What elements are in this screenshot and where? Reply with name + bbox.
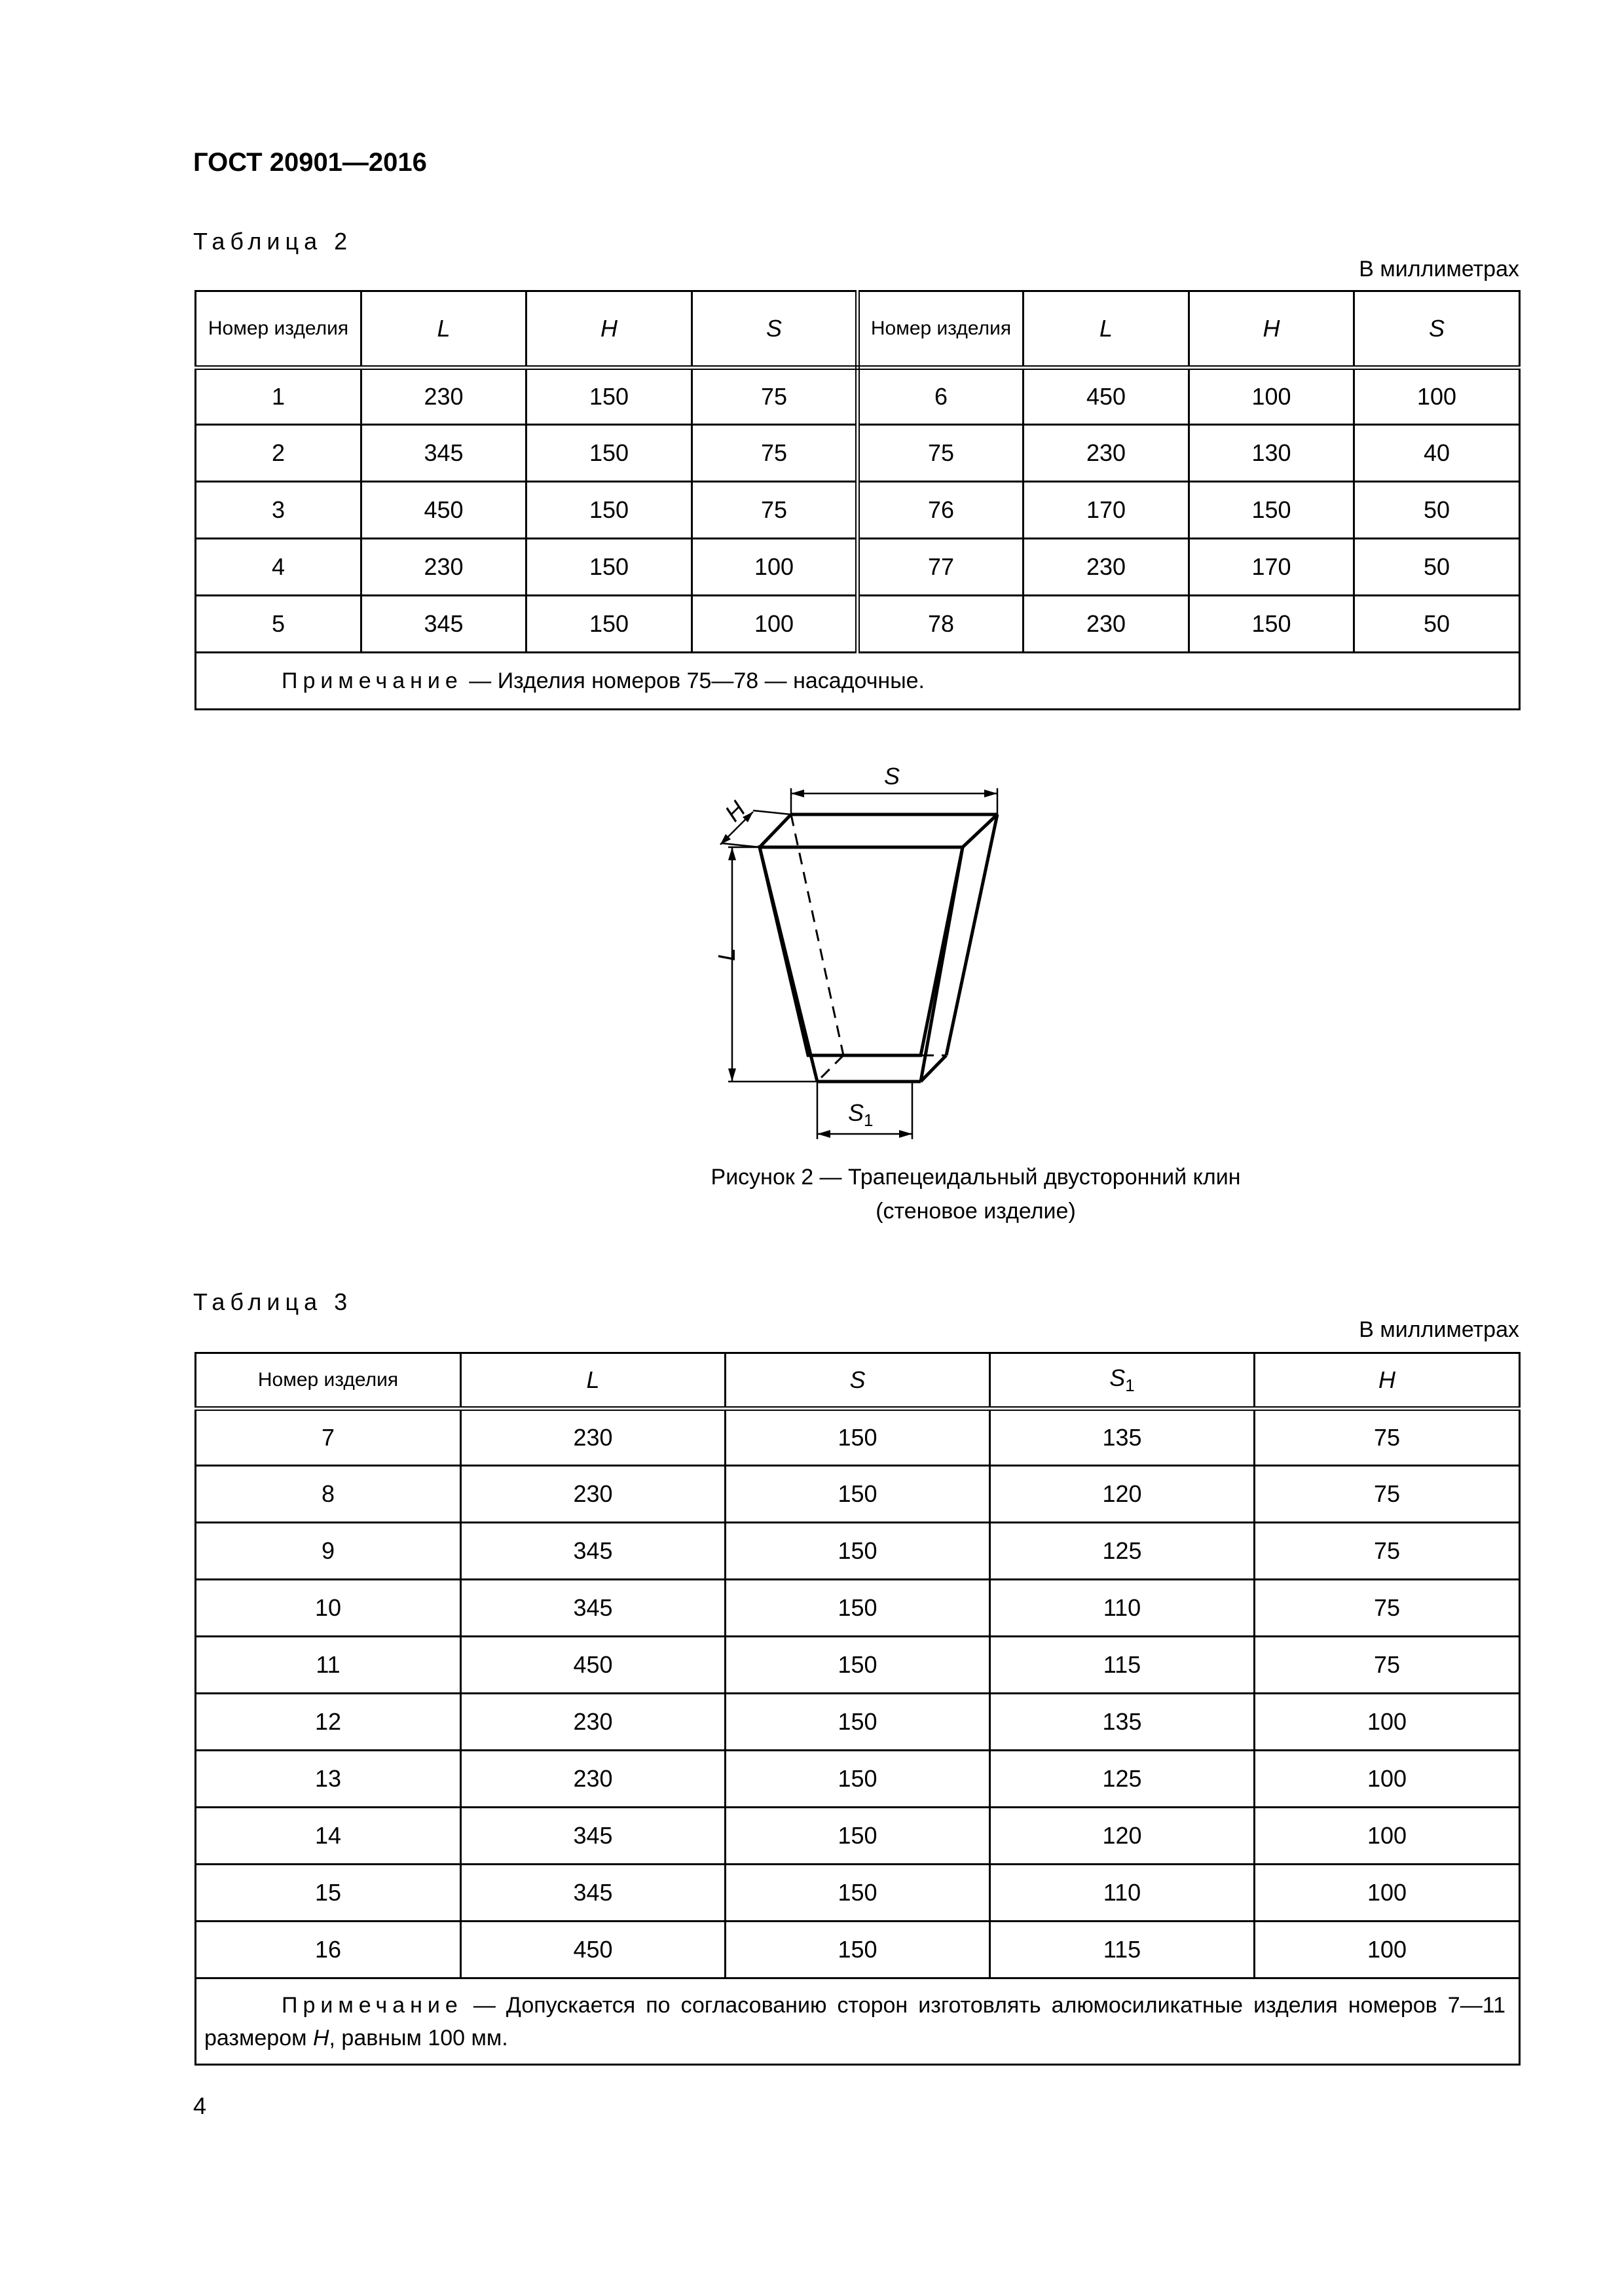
wedge-bottom-front [808, 1055, 921, 1082]
table3-header-S: S [726, 1353, 990, 1409]
table-cell: 150 [526, 539, 692, 596]
table2-note-row [196, 653, 1520, 710]
table3-caption: Таблица 3 [193, 1288, 353, 1315]
table-cell: 150 [726, 1466, 990, 1523]
table3-note-part2: , равным 100 мм. [329, 2025, 508, 2050]
page-number: 4 [193, 2092, 207, 2119]
table-cell: 75 [858, 425, 1024, 482]
table-cell: 150 [726, 1694, 990, 1751]
table-row [196, 1466, 1520, 1523]
table-cell: 12 [196, 1694, 461, 1751]
table-cell: 450 [1024, 368, 1189, 425]
table-cell: 450 [361, 482, 526, 539]
table-cell: 115 [990, 1922, 1255, 1978]
table-cell: 50 [1354, 482, 1520, 539]
table-cell: 100 [692, 596, 858, 653]
table-cell: 100 [1255, 1751, 1520, 1808]
wedge-right-back-edge [946, 814, 997, 1055]
table-cell: 13 [196, 1751, 461, 1808]
table-cell: 450 [461, 1637, 726, 1694]
table-cell: 150 [1189, 596, 1354, 653]
table-cell: 110 [990, 1865, 1255, 1922]
table-row [196, 1580, 1520, 1637]
table3-note [196, 1978, 1520, 2065]
table-row [196, 1409, 1520, 1466]
table2-header-H-2: H [1189, 291, 1354, 368]
table-cell: 150 [726, 1637, 990, 1694]
table-cell: 120 [990, 1808, 1255, 1865]
table3-header-S1-main: S [1109, 1364, 1126, 1391]
table-cell: 100 [1255, 1694, 1520, 1751]
table-row [196, 1922, 1520, 1978]
table-cell: 150 [526, 482, 692, 539]
table-row [196, 482, 1520, 539]
table3 [194, 1352, 1521, 2066]
table-cell: 345 [361, 596, 526, 653]
table-cell: 75 [692, 368, 858, 425]
table-cell: 345 [461, 1523, 726, 1580]
table3-header-S1-sub: 1 [1125, 1376, 1135, 1396]
table3-note-italic: H [312, 2025, 329, 2050]
table-cell: 345 [361, 425, 526, 482]
table2-header-S-2: S [1354, 291, 1520, 368]
table-row [196, 1751, 1520, 1808]
label-s1: $S_1$ [848, 1099, 874, 1130]
table-cell: 2 [196, 425, 361, 482]
table-cell: 75 [692, 425, 858, 482]
table-cell: 75 [1255, 1580, 1520, 1637]
table-cell: 230 [461, 1694, 726, 1751]
table-cell: 150 [526, 368, 692, 425]
table3-header-row [196, 1353, 1520, 1409]
table-cell: 230 [461, 1751, 726, 1808]
table-cell: 100 [1255, 1808, 1520, 1865]
table-cell: 75 [1255, 1637, 1520, 1694]
table-cell: 7 [196, 1409, 461, 1466]
table-cell: 130 [1189, 425, 1354, 482]
table-cell: 8 [196, 1466, 461, 1523]
arrow-l-top [728, 847, 736, 860]
label-h: H [719, 795, 751, 827]
table-cell: 150 [726, 1922, 990, 1978]
table-cell: 78 [858, 596, 1024, 653]
document-header: ГОСТ 20901—2016 [193, 148, 427, 177]
figure2-caption-line2: (стеновое изделие) [876, 1199, 1076, 1224]
table-row [196, 1808, 1520, 1865]
table-cell: 100 [1255, 1865, 1520, 1922]
table-cell: 40 [1354, 425, 1520, 482]
table-cell: 230 [1024, 425, 1189, 482]
table-cell: 170 [1024, 482, 1189, 539]
table2-note [196, 653, 1520, 710]
table-row [196, 1694, 1520, 1751]
table-cell: 3 [196, 482, 361, 539]
table-cell: 75 [692, 482, 858, 539]
arrow-s1-left [817, 1130, 830, 1138]
table-cell: 125 [990, 1523, 1255, 1580]
table2 [194, 290, 1521, 710]
table-cell: 150 [526, 425, 692, 482]
table-cell: 100 [1189, 368, 1354, 425]
table-cell: 11 [196, 1637, 461, 1694]
table-cell: 230 [361, 539, 526, 596]
figure2-caption [583, 1160, 1369, 1228]
table-cell: 450 [461, 1922, 726, 1978]
table-row [196, 596, 1520, 653]
table-cell: 100 [692, 539, 858, 596]
table-row [196, 425, 1520, 482]
table-cell: 150 [726, 1409, 990, 1466]
table-cell: 230 [361, 368, 526, 425]
table-cell: 10 [196, 1580, 461, 1637]
table2-header-number-2: Номер изделия [858, 291, 1024, 368]
table-cell: 345 [461, 1580, 726, 1637]
table-cell: 100 [1354, 368, 1520, 425]
wedge-left-front-edge [760, 847, 817, 1082]
table-cell: 77 [858, 539, 1024, 596]
table-cell: 230 [461, 1409, 726, 1466]
table3-header-L: L [461, 1353, 726, 1409]
table-cell: 150 [726, 1865, 990, 1922]
table-cell: 125 [990, 1751, 1255, 1808]
figure2-caption-line1: Рисунок 2 — Трапецеидальный двусторонний клин [710, 1165, 1241, 1190]
table-cell: 75 [1255, 1409, 1520, 1466]
table-cell: 230 [461, 1466, 726, 1523]
table-cell: 150 [1189, 482, 1354, 539]
arrow-l-bottom [728, 1068, 736, 1082]
table-row [196, 1637, 1520, 1694]
table-cell: 170 [1189, 539, 1354, 596]
table-cell: 150 [526, 596, 692, 653]
table2-header-L-2: L [1024, 291, 1189, 368]
table3-header-S1 [990, 1353, 1255, 1409]
table2-units: В миллиметрах [1359, 257, 1519, 282]
table-cell: 16 [196, 1922, 461, 1978]
table-cell: 15 [196, 1865, 461, 1922]
table-cell: 150 [726, 1751, 990, 1808]
wedge-right-front-edge [921, 847, 963, 1082]
wedge-top-left-edge [760, 814, 791, 847]
table-row [196, 539, 1520, 596]
table2-header-number: Номер изделия [196, 291, 361, 368]
table-cell: 76 [858, 482, 1024, 539]
table-cell: 115 [990, 1637, 1255, 1694]
table-cell: 110 [990, 1580, 1255, 1637]
table-cell: 4 [196, 539, 361, 596]
table-cell: 345 [461, 1865, 726, 1922]
table2-header-L: L [361, 291, 526, 368]
table-cell: 14 [196, 1808, 461, 1865]
wedge-hidden-diag [817, 1055, 843, 1082]
table-cell: 120 [990, 1466, 1255, 1523]
table2-note-label: Примечание [282, 668, 463, 693]
label-s: S [884, 763, 900, 790]
table2-header-S: S [692, 291, 858, 368]
table-cell: 135 [990, 1694, 1255, 1751]
figure2-diagram [707, 759, 1035, 1152]
table-cell: 75 [1255, 1466, 1520, 1523]
dim-h-ext-1 [753, 811, 791, 814]
table-row [196, 368, 1520, 425]
table-cell: 9 [196, 1523, 461, 1580]
table-row [196, 1865, 1520, 1922]
table3-header-H: H [1255, 1353, 1520, 1409]
table-cell: 50 [1354, 596, 1520, 653]
table-cell: 1 [196, 368, 361, 425]
table-cell: 150 [726, 1580, 990, 1637]
arrow-s-left [791, 790, 804, 797]
table2-header-row [196, 291, 1520, 368]
table3-note-row [196, 1978, 1520, 2065]
table-cell: 5 [196, 596, 361, 653]
label-l: L [713, 947, 740, 961]
table-cell: 150 [726, 1808, 990, 1865]
table-row [196, 1523, 1520, 1580]
table-cell: 230 [1024, 596, 1189, 653]
table3-note-part1: — Допускается по согласованию сторон изготовлять алюмосиликатные изделия номеров 7—11 размером [204, 1992, 1505, 2050]
table2-note-text: — Изделия номеров 75—78 — насадочные. [462, 668, 925, 693]
table-cell: 50 [1354, 539, 1520, 596]
arrow-s-right [984, 790, 997, 797]
table-cell: 150 [726, 1523, 990, 1580]
table-cell: 100 [1255, 1922, 1520, 1978]
table-cell: 135 [990, 1409, 1255, 1466]
table-cell: 230 [1024, 539, 1189, 596]
table2-header-H: H [526, 291, 692, 368]
table-cell: 75 [1255, 1523, 1520, 1580]
table3-note-label: Примечание [282, 1992, 463, 2018]
table3-header-number: Номер изделия [196, 1353, 461, 1409]
table3-units: В миллиметрах [1359, 1317, 1519, 1342]
table-cell: 6 [858, 368, 1024, 425]
table-cell: 345 [461, 1808, 726, 1865]
arrow-s1-right [899, 1130, 912, 1138]
table2-caption: Таблица 2 [193, 228, 353, 255]
